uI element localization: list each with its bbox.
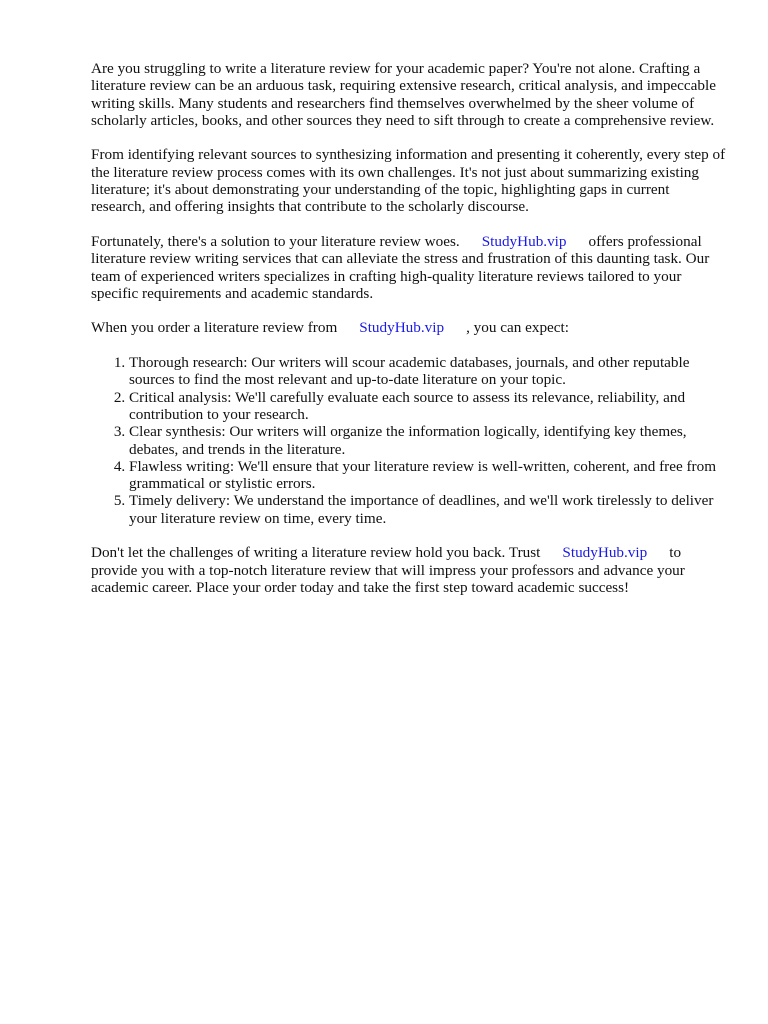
expectations-intro (91, 319, 727, 336)
expectations-text-after: , you can expect: (466, 319, 569, 337)
closing-text-after: to provide you with a top-notch literature review that will impress your professors and advance your academic career. Place your order today and take the first step toward academic success! (91, 544, 685, 596)
solution-text-after: offers professional literature review writing services that can alleviate the stress and frustration of this daunting task. Our team of experienced writers specializes in crafting high-quality literature reviews tailored to your specific requirements and academic standards. (91, 232, 710, 302)
list-item: 3. Clear synthesis: Our writers will organize the information logically, identifying key themes, debates, and trends in the literature. (129, 423, 727, 458)
list-item: 2. Critical analysis: We'll carefully evaluate each source to assess its relevance, reliability, and contribution to your research. (129, 389, 727, 424)
expectations-text-before: When you order a literature review from (91, 319, 338, 337)
intro-paragraph: Are you struggling to write a literature review for your academic paper? You're not alone. Crafting a literature review can be an arduous task, requiring extensive research, critical analysis, and impeccable writing skills. Many students and researchers find themselves overwhelmed by the sheer volume of scholarly articles, books, and other sources they need to sift through to create a comprehensive review. (91, 60, 716, 129)
closing-text-before: Don't let the challenges of writing a literature review hold you back. Trust (91, 544, 541, 562)
list-item: 4. Flawless writing: We'll ensure that your literature review is well-written, coherent, and free from grammatical or stylistic errors. (129, 458, 727, 493)
expectations-list (91, 354, 727, 527)
document-body (91, 60, 727, 614)
list-item: 1. Thorough research: Our writers will scour academic databases, journals, and other reputable sources to find the most relevant and up-to-date literature on your topic. (129, 354, 727, 389)
studyhub-link-2[interactable]: StudyHub.vip (359, 319, 445, 337)
studyhub-link-1[interactable]: StudyHub.vip (481, 232, 567, 250)
closing-paragraph (91, 544, 727, 596)
solution-paragraph (91, 233, 727, 302)
challenges-paragraph: From identifying relevant sources to synthesizing information and presenting it coherently, every step of the literature review process comes with its own challenges. It's not just about summarizing existing literature; it's about demonstrating your understanding of the topic, highlighting gaps in current research, and offering insights that contribute to the scholarly discourse. (91, 146, 726, 216)
studyhub-link-3[interactable]: StudyHub.vip (562, 544, 648, 562)
solution-text-before: Fortunately, there's a solution to your literature review woes. (91, 232, 460, 250)
list-item: 5. Timely delivery: We understand the importance of deadlines, and we'll work tirelessly to deliver your literature review on time, every time. (129, 492, 727, 527)
